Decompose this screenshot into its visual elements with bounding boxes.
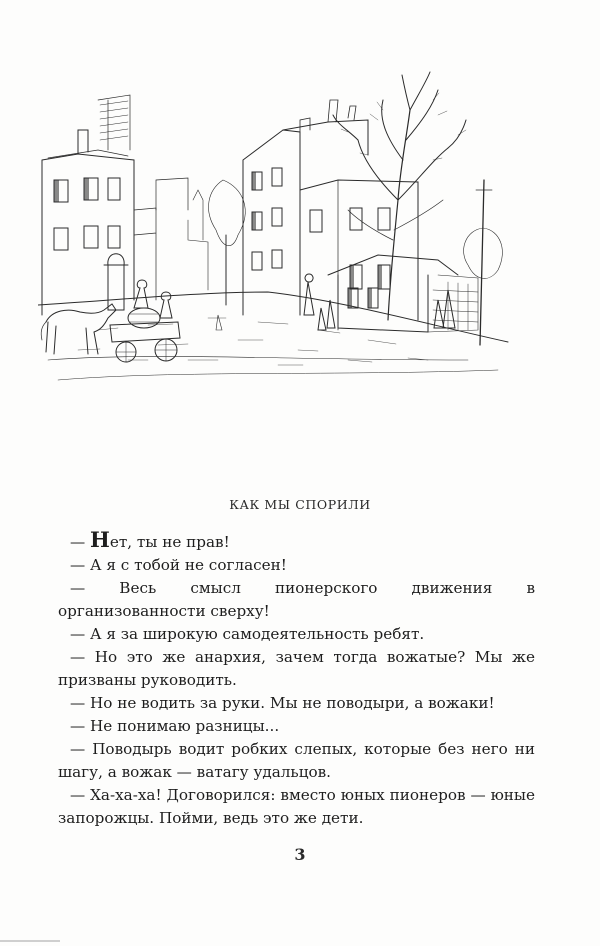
dialogue-text (58, 527, 536, 830)
dialogue-line: — Поводырь водит робких слепых, которые без него ни шагу, а вожак — ватагу удальцов. (58, 740, 535, 781)
dialogue-line: — Не понимаю разницы... (70, 717, 280, 735)
street-scene-illustration (38, 60, 518, 390)
drop-cap: Н (90, 527, 110, 552)
dialogue-line: — Ха-ха-ха! Договорился: вместо юных пионеров — юные запорожцы. Пойми, ведь это же дети. (58, 786, 535, 827)
dialogue-line: — Но это же анархия, зачем тогда вожатые? Мы же призваны руководить. (58, 648, 535, 689)
chapter-title: КАК МЫ СПОРИЛИ (229, 497, 371, 512)
dialogue-line: — Но не водить за руки. Мы не поводыри, а вожаки! (70, 694, 495, 712)
dialogue-line: — Весь смысл пионерского движения в организованности сверху! (58, 579, 536, 620)
dialogue-line: — А я с тобой не согласен! (70, 556, 287, 574)
page-number: 3 (294, 845, 306, 864)
dialogue-line: — Нет, ты не прав! (70, 527, 230, 552)
scan-edge-mark (0, 940, 60, 942)
dialogue-line: — А я за широкую самодеятельность ребят. (70, 625, 425, 643)
